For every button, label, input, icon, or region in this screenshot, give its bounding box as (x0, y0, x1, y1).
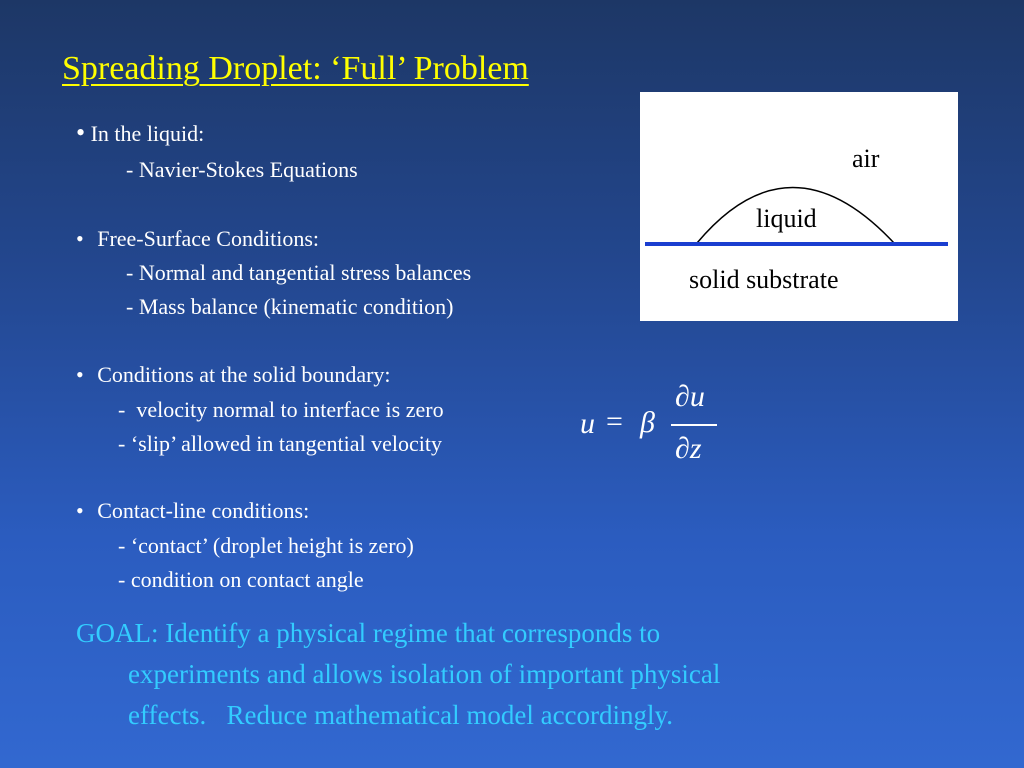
bullet-contact-line (76, 498, 309, 524)
bullet-marker: • (76, 226, 84, 251)
goal-line-3: effects. Reduce mathematical model accordingly. (128, 700, 674, 730)
formula-equals: = (606, 405, 623, 438)
bullet-liquid (76, 118, 204, 148)
sub-bullet: - Normal and tangential stress balances (126, 260, 472, 285)
sub-bullet: - Mass balance (kinematic condition) (126, 294, 454, 319)
bullet-text: In the liquid: (90, 121, 205, 146)
sub-bullet: - condition on contact angle (118, 567, 364, 592)
bullet-free-surface (76, 226, 319, 252)
droplet-diagram (640, 92, 958, 321)
air-label: air (852, 144, 880, 173)
sub-bullet: - ‘slip’ allowed in tangential velocity (118, 431, 442, 456)
sub-bullet: - Navier-Stokes Equations (126, 157, 358, 182)
bullet-marker: • (76, 118, 86, 147)
fraction-bar (671, 424, 717, 426)
bullet-marker: • (76, 498, 84, 523)
bullet-text: Contact-line conditions: (97, 498, 310, 523)
formula-lhs: u (580, 407, 595, 440)
sub-bullet: - velocity normal to interface is zero (118, 397, 444, 422)
formula-numerator: ∂u (675, 380, 705, 413)
substrate-label: solid substrate (689, 265, 839, 294)
slip-formula (578, 380, 728, 480)
bullet-marker: • (76, 362, 84, 387)
formula-beta: β (640, 406, 655, 439)
goal-line-1: GOAL: Identify a physical regime that corresponds to (76, 618, 661, 648)
formula-denominator: ∂z (675, 432, 702, 465)
bullet-text: Conditions at the solid boundary: (97, 362, 391, 387)
bullet-text: Free-Surface Conditions: (97, 226, 319, 251)
goal-line-2: experiments and allows isolation of important physical (128, 659, 721, 689)
sub-bullet: - ‘contact’ (droplet height is zero) (118, 533, 414, 558)
bullet-solid-boundary (76, 362, 391, 388)
liquid-label: liquid (756, 204, 817, 233)
slide-title: Spreading Droplet: ‘Full’ Problem (62, 50, 529, 87)
